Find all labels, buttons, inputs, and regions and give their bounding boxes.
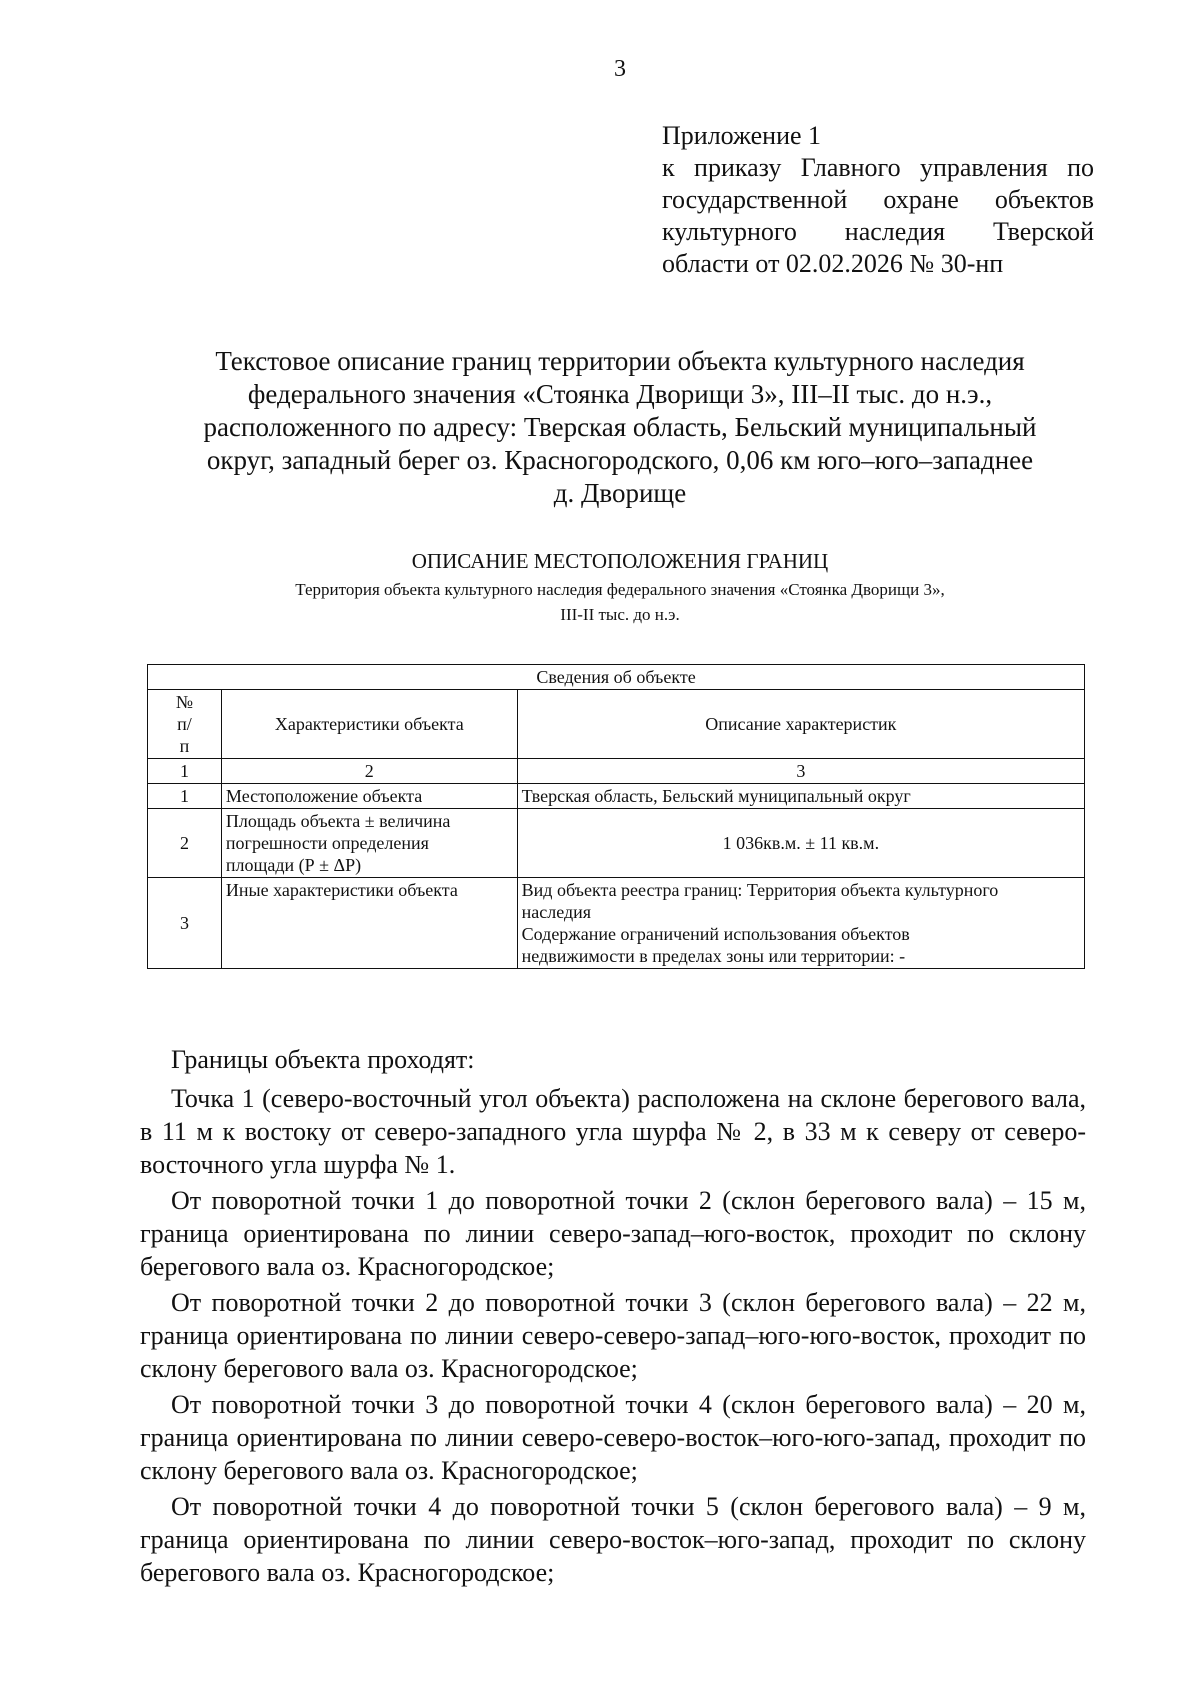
caption-line: Территория объекта культурного наследия федерального значения «Стоянка Дворищи 3»,: [295, 580, 945, 599]
header-number-line: п: [179, 736, 190, 756]
row-characteristic: Иные характеристики объекта: [221, 878, 517, 969]
title-line: расположенного по адресу: Тверская область, Бельский муниципальный: [203, 412, 1037, 442]
row-characteristic: Местоположение объекта: [221, 784, 517, 809]
table-row: [148, 784, 1085, 809]
table-header-row: [148, 690, 1085, 759]
table-caption: Сведения об объекте: [148, 665, 1085, 690]
cell-line: недвижимости в пределах зоны или территории: -: [521, 946, 906, 966]
table-row: [148, 878, 1085, 969]
header-characteristics: Характеристики объекта: [221, 690, 517, 759]
section-caption: [150, 577, 1090, 627]
table-caption-row: [148, 665, 1085, 690]
table-row: [148, 809, 1085, 878]
header-number-line: №: [175, 692, 194, 712]
row-characteristic: [221, 809, 517, 878]
cell-line: Вид объекта реестра границ: Территория объекта культурного: [521, 880, 999, 900]
body-paragraph: От поворотной точки 2 до поворотной точки 3 (склон берегового вала) – 22 м, граница ориентирована по линии северо-северо-запад–юго-юго-восток, проходит по склону берегового вала оз. Красногородское;: [140, 1288, 1086, 1383]
body-heading: Границы объекта проходят:: [171, 1045, 475, 1074]
header-number-line: п/: [177, 714, 192, 734]
title-line: д. Дворище: [553, 478, 687, 508]
body-paragraph: От поворотной точки 1 до поворотной точки 2 (склон берегового вала) – 15 м, граница ориентирована по линии северо-запад–юго-восток, проходит по склону берегового вала оз. Красногородское;: [140, 1186, 1086, 1281]
body-paragraph: От поворотной точки 3 до поворотной точки 4 (склон берегового вала) – 20 м, граница ориентирована по линии северо-северо-восток–юго-юго-запад, проходит по склону берегового вала оз. Красногородское;: [140, 1390, 1086, 1485]
cell-line: наследия: [521, 902, 592, 922]
cell-line: площади (Р ± ΔР): [225, 855, 362, 875]
row-description: 1 036кв.м. ± 11 кв.м.: [517, 809, 1084, 878]
cell-line: Содержание ограничений использования объектов: [521, 924, 910, 944]
appendix-line: культурного наследия Тверской: [662, 217, 1094, 246]
title-line: Текстовое описание границ территории объекта культурного наследия: [215, 346, 1025, 376]
header-description: Описание характеристик: [517, 690, 1084, 759]
body-paragraph: Точка 1 (северо-восточный угол объекта) расположена на склоне берегового вала, в 11 м к востоку от северо-западного угла шурфа № 2, в 33 м к северу от северо-восточного угла шурфа № 1.: [140, 1084, 1086, 1179]
index-cell: 1: [148, 759, 222, 784]
row-description: [517, 878, 1084, 969]
row-number: 3: [148, 878, 222, 969]
object-info-table: [147, 664, 1085, 969]
table-index-row: [148, 759, 1085, 784]
title-line: округ, западный берег оз. Красногородского, 0,06 км юго–юго–западнее: [206, 445, 1034, 475]
header-number: [148, 690, 222, 759]
row-number: 2: [148, 809, 222, 878]
index-cell: 2: [221, 759, 517, 784]
appendix-block: [662, 120, 1094, 280]
section-heading: ОПИСАНИЕ МЕСТОПОЛОЖЕНИЯ ГРАНИЦ: [411, 549, 829, 573]
row-description: Тверская область, Бельский муниципальный округ: [517, 784, 1084, 809]
appendix-line: области от 02.02.2026 № 30-нп: [662, 249, 1004, 278]
title-line: федерального значения «Стоянка Дворищи 3», III–II тыс. до н.э.,: [247, 379, 993, 409]
page-number: 3: [614, 56, 626, 82]
appendix-title: Приложение 1: [662, 121, 822, 150]
index-cell: 3: [517, 759, 1084, 784]
document-title: [150, 345, 1090, 510]
appendix-line: к приказу Главного управления по: [662, 153, 1094, 182]
caption-line: III-II тыс. до н.э.: [560, 605, 680, 624]
cell-line: погрешности определения: [225, 833, 429, 853]
cell-line: Площадь объекта ± величина: [225, 811, 451, 831]
appendix-line: государственной охране объектов: [662, 185, 1094, 214]
body-paragraph: От поворотной точки 4 до поворотной точки 5 (склон берегового вала) – 9 м, граница ориентирована по линии северо-восток–юго-запад, проходит по склону берегового вала оз. Красногородское;: [140, 1492, 1086, 1587]
boundary-description: [140, 1043, 1086, 1592]
row-number: 1: [148, 784, 222, 809]
